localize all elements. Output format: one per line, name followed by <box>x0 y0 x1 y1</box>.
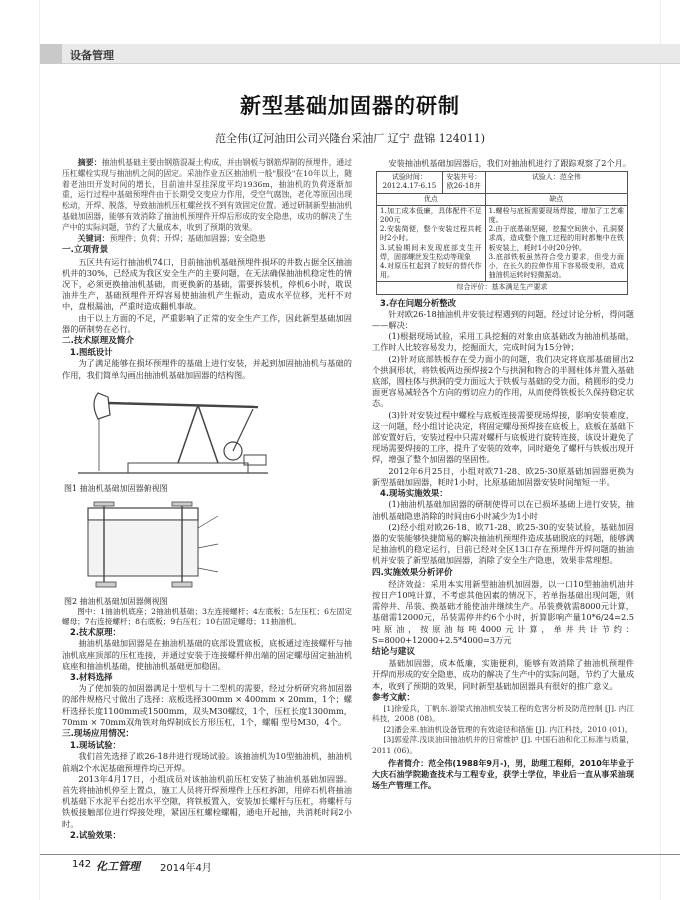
author-bio: 作者简介：范全伟(1988年9月-)，男，助理工程师，2010年毕业于大庆石油学院勘查技术与工程专业，获学士学位，毕业后一直从事采油现场生产管理工作。 <box>372 758 634 790</box>
section-1-paragraph-1: 五区共有运行抽油机74口，目前抽油机基础预埋件损坏的井数占据全区抽油机井的30%，已经成为我区安全生产的主要问题，在无法确保抽油机稳定性的情况下，必须更换抽油机基础，而更换新的基础，需要拆装机，停机6小时，耽误油井生产，基础预埋件开焊容易使抽油机产生振动，造成水平位移，光杆不对中，盘根漏油，严重时造成翻机事故。 <box>62 256 352 312</box>
header-tab-block <box>40 44 62 64</box>
abstract-label: 摘要： <box>77 158 102 167</box>
table-cell-cons: 1.螺栓与底板需要现场焊接，增加了工艺难度。 2.由于底基础坚硬，挖掘空间狭小，孔洞要求高，造成整个施工过程的用时都集中在铁板安装上，耗时1小时20分钟。 3.底部铁板虽然符合受力要求，但受力面小，在长久的拉伸作用下容易级变形，造成抽油机运转时轻微振动。 <box>485 205 627 282</box>
section-4-paragraph-1: 经济效益：采用本实用新型抽油机加固器，以一口10型抽油机油井按日产10吨计算，不考虑其他因素的情况下，若单指基础出现问题，则需停井、吊装、换基础才能使油井继续生产。吊装费就需8000元计算，基础需12000元，吊装需停井约6个小时，折算影响产量10*6/24=2.5吨原油，按原油每吨4000元计算，单井共计节约：S=8000+12000+2.5*4000=3万元 <box>372 578 634 645</box>
section-3-paragraph-2: 2013年4月17日，小组成员对该抽油机前压杠安装了抽油机基础加固器。首先将抽油机停至上置点，施工人员将开焊预埋件上压杠拆卸，用碎石机将抽油机基础下水泥平台挖出水平空隙，将铁板置入，安装加长螺杆与压杠，将螺杆与铁板接触部位进行焊接处理，紧固压杠螺栓螺帽，通电开起抽，共消耗时间2小时。 <box>62 773 352 829</box>
figure-2-caption: 图2 抽油机基础加固器侧视图 <box>64 597 168 607</box>
section-label: 设备管理 <box>70 49 114 62</box>
table-row <box>377 172 628 193</box>
pumpjack-top-view-drawing <box>68 385 316 481</box>
reference-item: [3]郭爱萍.浅谈油田抽油机井的日常维护 [J]. 中国石油和化工标准与质量，2011 (06)。 <box>372 735 634 755</box>
figure-1-caption: 图1 抽油机基础加固器俯视图 <box>64 483 168 493</box>
right-paragraph-8: (2)经小组对欧26-18、欧71-28、欧25-30的安装试验，基础加固器的安装能够快捷简易的解决抽油机预埋件造成基础脱底的问题，能够满足抽油机的稳定运行，目前已经对全区13口存在预埋件开焊问题的抽油机并安装了新型基础加固器，消除了安全生产隐患，效果非常理想。 <box>372 521 635 566</box>
subsection-material-selection: 3.材料选择 <box>70 672 113 683</box>
author-line: 范全伟(辽河油田公司兴隆台采油厂 辽宁 盘锦 124011) <box>214 132 486 145</box>
keywords <box>62 234 352 245</box>
tracking-table <box>376 171 628 294</box>
references-list <box>372 704 634 756</box>
subsection-implementation-effect: 4.现场实施效果： <box>380 488 448 499</box>
right-paragraph-7: (1)抽油机基础加固器的研制使得可以在已损坏基础上进行安装，抽油机基础隐患消除的时间由6小时减少为1小时 <box>372 499 634 521</box>
section-3-paragraph-1: 我们首先选择了欧26-18井进行现场试验。该抽油机为10型抽油机，抽油机前端2个水泥基础预埋件均已开焊。 <box>62 751 352 773</box>
table-header-cons: 缺点 <box>485 193 627 205</box>
section-5-title: 结论与建议 <box>372 646 415 657</box>
table-row <box>377 193 628 205</box>
section-header-bar <box>40 44 680 64</box>
keywords-text: 预埋件；负荷；开焊；基础加固器；安全隐患 <box>109 233 266 243</box>
section-2-title: 二.技术原理及简介 <box>62 336 135 346</box>
section-2-paragraph-1: 为了满足能够在损坏预埋件的基础上进行安装，并起到加固抽油机与基础的作用，我们简单勾画出抽油机基础加固器的结构图。 <box>62 358 352 380</box>
article-title: 新型基础加固器的研制 <box>240 94 460 118</box>
section-3-title: 三.现场应用情况： <box>62 729 135 740</box>
references-title: 参考文献： <box>372 692 415 703</box>
left-column <box>62 158 352 841</box>
table-row <box>377 205 628 282</box>
section-1-paragraph-2: 由于以上方面的不足，严重影响了正常的安全生产工作，因此新型基础加固器的研制势在必行。 <box>62 312 352 334</box>
section-4-title: 四.实施效果分析评价 <box>372 567 453 578</box>
section-1-title: 一.立项背景 <box>62 245 109 256</box>
section-2-paragraph-3: 为了使加装的加固器满足十型机与十二型机的需要，经过分析研究将加固器的部件规格尺寸做出了选择：底板选择300mm × 400mm × 20mm，1个；螺杆选择长度1100mm或1500mm，双头M30螺纹，1个，压杠长度1300mm，70mm × 70mm双角铁对角焊制成长方形压杠，1个，螺帽 型号M30，4个。 <box>62 683 352 727</box>
right-paragraph-1: 安装抽油机基础加固器后，我们对抽油机进行了跟踪观察了2个月。 <box>388 158 632 168</box>
right-column <box>372 158 634 791</box>
subsection-field-test: 1.现场试验： <box>70 740 121 751</box>
table-cell-tester: 试验人：范全伟 <box>485 172 627 193</box>
reference-item: [2]潘会来.抽油机设备管理的有效途径和措施 [J]. 内江科技，2010 (01)。 <box>383 724 633 734</box>
right-paragraph-2: 针对欧26-18抽油机井安装过程遇到的问题，经过讨论分析，得问题——解决： <box>372 308 634 331</box>
abstract-text: 抽油机基础主要由钢筋混凝土构成，并由钢板与钢筋焊制的预埋件，通过压杠螺栓实现与抽油机之间的固定。采油作业五区抽油机一般"服役"在10年以上，随着老油田开发时间的增长，目前油井泵挂深度平均1936m，抽油机的负荷逐渐加重，运行过程中基础预埋件由于长期受交变应力作用，受空气腐蚀，老化等原因出现松动，开焊、脱落，导致抽油机压杠螺丝找不到有效固定位置。通过研制新型抽油机基础加固器，能够有效消除了抽油机预埋件开焊后形成的安全隐患，成功的解决了生产中的实际问题，节约了大量成本，收到了预期的效果。 <box>62 158 353 232</box>
right-paragraph-5: (3)针对安装过程中螺栓与底板连接需要现场焊接，影响安装难度，这一问题，经小组讨论决定，将固定螺母预焊接在底板上，底板在基础下部安置好后，安装过程中只需对螺杆与底板进行旋转连接，该设计避免了现场需要焊接的工序，提升了安装的效率，同时避免了螺杆与铁板出现开焊，增强了整个加固器的坚固性。 <box>372 409 635 465</box>
journal-name: 化工管理 <box>96 860 140 873</box>
figure-2-side-view <box>68 498 316 594</box>
page-footer <box>0 854 700 876</box>
right-paragraph-6: 2012年6月25日，小组对欧71-28、欧25-30原基础加固器更换为新型基础加固器，耗时1小时，比原基础加固器安装时间缩短一半。 <box>372 465 634 487</box>
table-cell-test-time: 试验时间：2012.4.17-6.15 <box>377 172 443 193</box>
figure-1-top-view <box>68 385 316 481</box>
right-paragraph-3: (1)根据现场试验，采用工具挖掘的对象由底基础改为抽油机基础，工作时人比较容易发力，挖掘面大，完成时间为15分钟； <box>372 331 634 353</box>
page-number: 142 <box>72 859 92 870</box>
table-row <box>377 282 628 294</box>
reinforcer-side-view-drawing <box>68 498 316 594</box>
table-cell-pros: 1.加工成本低廉，具体配件不足200元 2.安装简便，整个安装过程共耗时2小时。 3.试验期间未发现底部支生开焊，固部螺丝发生松动等现象 4.对原压杠起到了较好的替代作用。 <box>377 205 486 282</box>
keywords-label: 关键词： <box>77 233 110 243</box>
footer-rule <box>40 854 680 855</box>
table-cell-well-no: 安装井号：欧26-18井 <box>442 172 485 193</box>
abstract <box>62 158 352 234</box>
subsection-drawing-design: 1.图纸设计 <box>70 347 113 358</box>
table-cell-overall: 综合评价：基本满足生产要求 <box>377 282 628 294</box>
section-5-paragraph-1: 基础加固器，成本低廉，实施便利，能够有效消除了抽油机预埋件开焊而形成的安全隐患，成功的解决了生产中的实际问题，节约了大量成本，收到了预期的效果，同时新型基础加固器具有很好的推广意义。 <box>372 658 635 691</box>
subsection-problem-analysis: 3.存在问题分析整改 <box>380 297 457 308</box>
subsection-technical-principle: 2.技术原理： <box>70 627 121 638</box>
reference-item: [1]徐爱兵，丁帆东.游梁式抽油机安装工程的危害分析及防范控制 [J]. 内江科技，2008 (08)。 <box>372 703 634 724</box>
figure-legend-note: 图中：1抽油机底座；2抽油机基础；3左连接螺杆；4左底板；5左压杠；6左固定螺母；7右连接螺杆；8右底板；9右压杠；10右固定螺母；11抽油机。 <box>62 607 352 627</box>
right-paragraph-4: (2)针对底部铁板存在受力面小的问题，我们决定将底部基础留出2个拱洞形状，将铁板两边预焊接2个与拱洞和物合的半圆柱体并置入基础底部，圆柱体与拱洞的受力面远大于铁板与基础的受力面，稍圆形的受力面更容易减轻各个方向的剪切应力的作用，从而使得铁板长久保持稳定状态。 <box>372 353 635 409</box>
issue-date: 2014年4月 <box>160 863 212 874</box>
subsection-test-effect: 2.试验效果： <box>70 829 121 840</box>
section-2-paragraph-2: 抽油机基础加固器是在抽油机基础的底部设置底板，底板通过连接螺杆与抽油机底座顶部的压杠连接，并通过安装于连接螺杆伸出端的固定螺母固定抽油机底座和抽油机基础，使抽油机基础更加稳固。 <box>62 638 352 671</box>
table-header-pros: 优点 <box>377 193 486 205</box>
